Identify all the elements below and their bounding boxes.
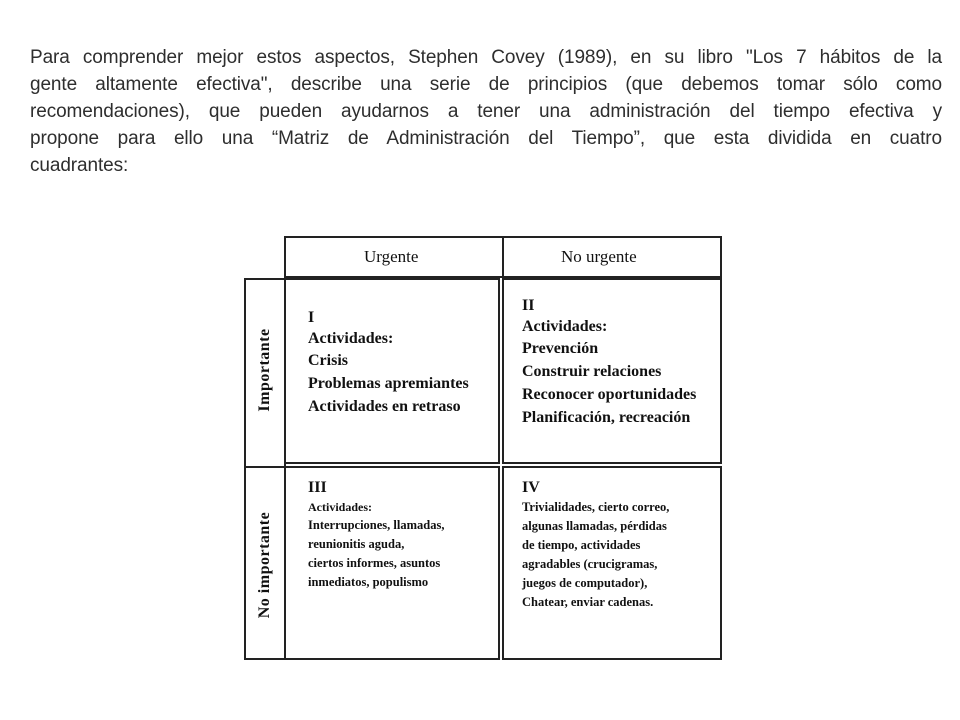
- row-header-column: [244, 278, 286, 660]
- paragraph-line: recomendaciones), que pueden ayudarnos a tener una administración del tiempo efectiva y: [30, 101, 942, 122]
- quadrant-heading: Actividades:: [308, 500, 372, 514]
- quadrant-heading: Actividades:: [308, 330, 394, 347]
- quadrant-item: de tiempo, actividades: [522, 538, 641, 552]
- intro-paragraph: [30, 44, 942, 179]
- quadrant-item: Crisis: [308, 352, 348, 369]
- quadrant-number: II: [522, 297, 535, 314]
- paragraph-line: propone para ello una “Matriz de Administración del Tiempo”, que esta dividida en cuatro: [30, 128, 942, 149]
- quadrant-item: Problemas apremiantes: [308, 375, 469, 392]
- quadrant-item: Reconocer oportunidades: [522, 386, 697, 403]
- quadrant-item: Construir relaciones: [522, 363, 662, 380]
- quadrant-number: I: [308, 309, 315, 326]
- quadrant-item: Interrupciones, llamadas,: [308, 518, 445, 532]
- quadrant-item: Actividades en retraso: [308, 398, 461, 415]
- quadrant-item: Chatear, enviar cadenas.: [522, 595, 654, 609]
- quadrant-2: [502, 278, 722, 464]
- quadrant-item: juegos de computador),: [522, 576, 648, 590]
- time-management-matrix: [244, 236, 722, 660]
- row-label-important: Importante: [256, 328, 273, 412]
- side-divider: [246, 466, 284, 468]
- quadrant-1: [284, 278, 500, 464]
- quadrant-item: Trivialidades, cierto correo,: [522, 500, 670, 514]
- quadrant-item: reunionitis aguda,: [308, 537, 405, 551]
- quadrant-item: agradables (crucigramas,: [522, 557, 658, 571]
- quadrant-4: [502, 466, 722, 660]
- quadrant-heading: Actividades:: [522, 318, 608, 335]
- quadrant-item: inmediatos, populismo: [308, 575, 429, 589]
- quadrant-item: ciertos informes, asuntos: [308, 556, 441, 570]
- paragraph-line: gente altamente efectiva", describe una serie de principios (que debemos tomar sólo como: [30, 74, 942, 95]
- paragraph-line: cuadrantes:: [30, 155, 129, 176]
- quadrant-number: III: [308, 479, 327, 496]
- paragraph-line: Para comprender mejor estos aspectos, Stephen Covey (1989), en su libro "Los 7 hábitos de la: [30, 47, 942, 68]
- column-label-urgent: Urgente: [364, 247, 419, 266]
- column-label-not-urgent: No urgente: [561, 247, 637, 266]
- row-label-not-important: No importante: [256, 511, 273, 619]
- column-header-row: [284, 236, 722, 278]
- quadrant-item: algunas llamadas, pérdidas: [522, 519, 667, 533]
- quadrant-item: Prevención: [522, 340, 599, 357]
- quadrant-3: [284, 466, 500, 660]
- header-divider: [502, 238, 504, 276]
- quadrant-number: IV: [522, 479, 540, 496]
- quadrant-item: Planificación, recreación: [522, 409, 691, 426]
